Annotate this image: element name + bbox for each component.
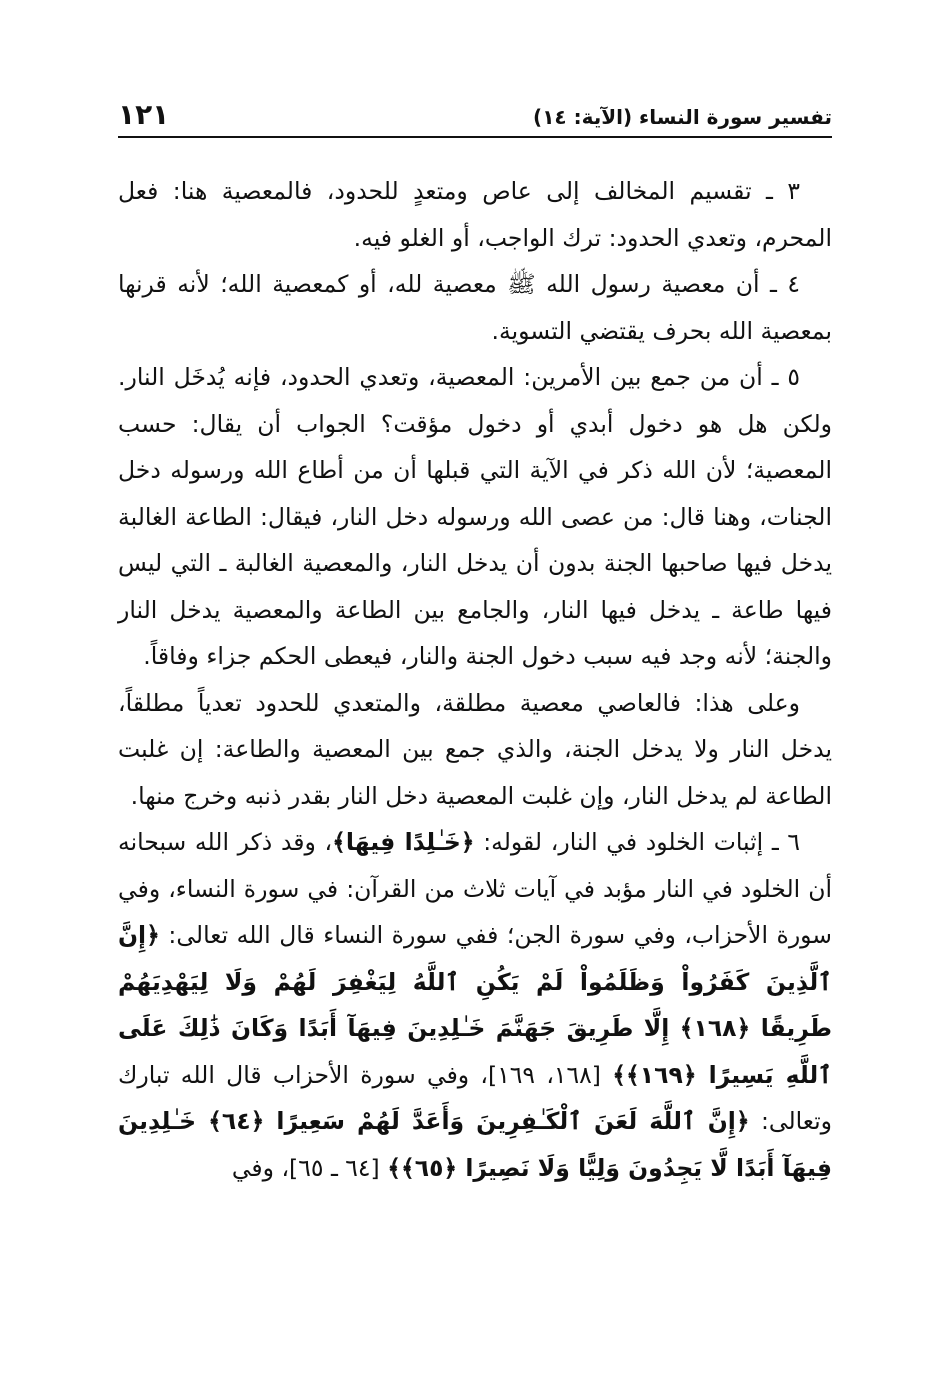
paragraph-4: ٤ ـ أن معصية رسول الله ﷺ معصية لله، أو كمعصية الله؛ لأنه قرنها بمعصية الله بحرف يقتضي التسوية. — [118, 270, 832, 345]
header-rule — [118, 136, 832, 138]
paragraph-6-text-2: ، وقد ذكر الله سبحانه أن الخلود في النار مؤبد في آيات ثلاث من القرآن: في سورة النساء، وفي سورة الأحزاب، وفي سورة الجن؛ ففي سورة النساء قال الله تعالى: — [118, 828, 832, 949]
paragraph-6 — [118, 819, 832, 1191]
paragraph-3: ٣ ـ تقسيم المخالف إلى عاص ومتعدٍ للحدود، فالمعصية هنا: فعل المحرم، وتعدي الحدود: ترك الواجب، أو الغلو فيه. — [118, 177, 832, 252]
quran-quote-ahzab: ﴿إِنَّ ٱللَّهَ لَعَنَ ٱلْكَـٰفِرِينَ وَأَعَدَّ لَهُمْ سَعِيرًا ﴿٦٤﴾ خَـٰلِدِينَ فِيهَآ أَبَدًا لَّا يَجِدُونَ وَلِيًّا وَلَا نَصِيرًا ﴿٦٥﴾﴾ — [118, 1107, 832, 1182]
paragraph-6-text-1: ٦ ـ إثبات الخلود في النار، لقوله: — [474, 828, 801, 856]
paragraph-6-text-3: [١٦٨، ١٦٩]، وفي سورة الأحزاب قال الله تبارك وتعالى: — [118, 1060, 832, 1135]
running-title: تفسير سورة النساء (الآية: ١٤) — [533, 105, 832, 129]
page-header — [118, 92, 832, 132]
body-text — [118, 168, 832, 1191]
paragraph-5: ٥ ـ أن من جمع بين الأمرين: المعصية، وتعدي الحدود، فإنه يُدخَل النار. ولكن هل هو دخول أبدي أو دخول مؤقت؟ الجواب أن يقال: حسب المعصية؛ لأن الله ذكر في الآية التي قبلها أن من أطاع الله ورسوله دخل الجنات، وهنا قال: من عصى الله ورسوله دخل النار، فيقال: الطاعة الغالبة يدخل فيها صاحبها الجنة بدون أن يدخل النار، والمعصية الغالبة ـ التي ليس فيها طاعة ـ يدخل فيها النار، والجامع بين الطاعة والمعصية يدخل النار والجنة؛ لأنه وجد فيه سبب دخول الجنة والنار، فيعطى الحكم جزاء وفاقاً. — [118, 363, 832, 670]
paragraph-6-text-4: [٦٤ ـ ٦٥]، وفي — [231, 1153, 388, 1182]
quran-quote-khalidan: ﴿خَـٰلِدًا فِيهَا﴾ — [332, 828, 475, 856]
page-number: ١٢١ — [118, 98, 170, 131]
quran-quote-nisa: ﴿إِنَّ ٱلَّذِينَ كَفَرُواْ وَظَلَمُواْ لَمْ يَكُنِ ٱللَّهُ لِيَغْفِرَ لَهُمْ وَلَا لِيَهْدِيَهُمْ طَرِيقًا ﴿١٦٨﴾ إِلَّا طَرِيقَ جَهَنَّمَ خَـٰلِدِينَ فِيهَآ أَبَدًا وَكَانَ ذَٰلِكَ عَلَى ٱللَّهِ يَسِيرًا ﴿١٦٩﴾﴾ — [118, 921, 833, 1089]
paragraph-conclusion: وعلى هذا: فالعاصي معصية مطلقة، والمتعدي للحدود تعدياً مطلقاً، يدخل النار ولا يدخل الجنة، والذي جمع بين المعصية والطاعة: إن غلبت الطاعة لم يدخل النار، وإن غلبت المعصية دخل النار بقدر ذنبه وخرج منها. — [118, 688, 832, 810]
